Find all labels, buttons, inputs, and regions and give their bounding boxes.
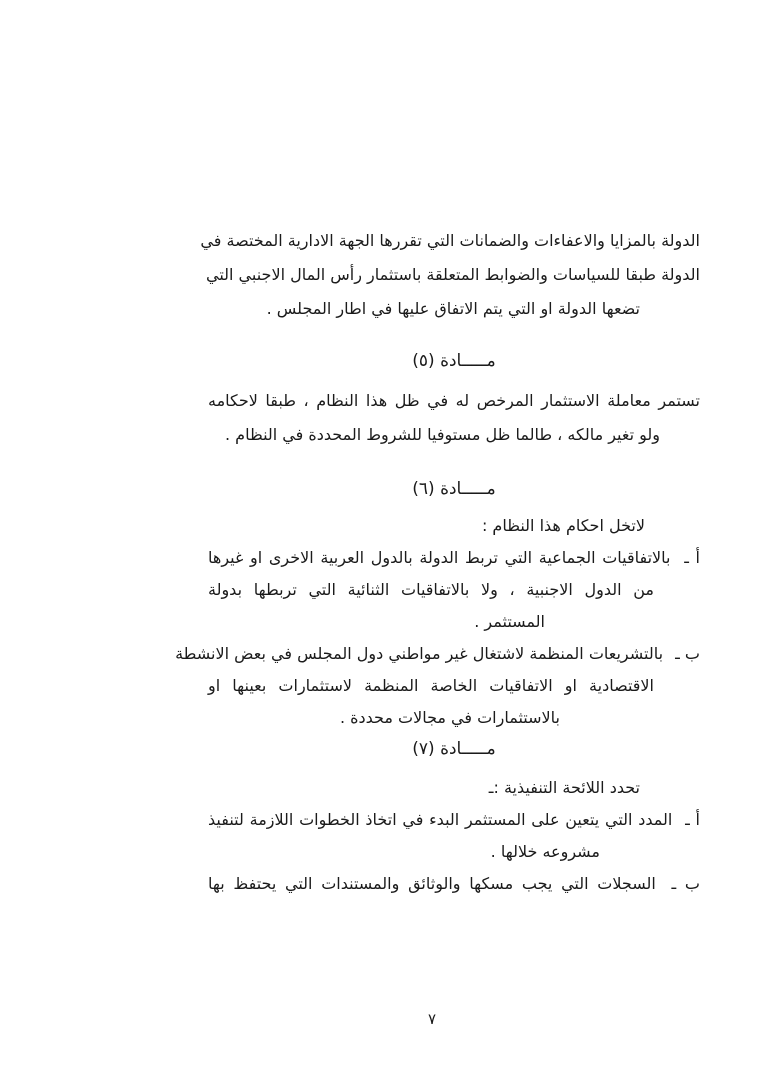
article-6-item-a-line-2: من الدول الاجنبية ، ولا بالاتفاقيات الثنائية التي تربطها بدولة <box>208 580 654 599</box>
page-number: ٧ <box>427 1010 437 1028</box>
article-6-item-a-line-3: المستثمر . <box>474 612 545 631</box>
article-5-heading: مـــــادة (٥) <box>412 351 496 371</box>
article-7-item-b-text: السجلات التي يجب مسكها والوثائق والمستندات التي يحتفظ بها <box>208 874 656 893</box>
article-7-item-b-marker: ب ـ <box>671 874 700 893</box>
article-7-item-a-marker: أ ـ <box>685 810 700 829</box>
article-6-item-b-line-1 <box>175 638 700 670</box>
article-7-item-a-line-2: مشروعه خلالها . <box>490 842 600 861</box>
article-6-item-b-line-2: الاقتصادية او الاتفاقيات الخاصة المنظمة لاستثمارات بعينها او <box>208 676 654 695</box>
article-6-item-a-text: بالاتفاقيات الجماعية التي تربط الدولة بالدول العربية الاخرى او غيرها <box>208 548 671 567</box>
article-6-item-b-line-3: بالاستثمارات في مجالات محددة . <box>339 708 560 727</box>
article-5-line-1: تستمر معاملة الاستثمار المرخص له في ظل هذا النظام ، طبقا لاحكامه <box>208 391 700 410</box>
article-7-item-a-text: المدد التي يتعين على المستثمر البدء في اتخاذ الخطوات اللازمة لتنفيذ <box>208 810 673 829</box>
article-6-heading: مـــــادة (٦) <box>412 479 496 499</box>
article-5-line-2: ولو تغير مالكه ، طالما ظل مستوفيا للشروط المحددة في النظام . <box>224 425 660 444</box>
article-6-item-a-marker: أ ـ <box>684 548 701 567</box>
article-7-heading: مـــــادة (٧) <box>412 739 496 759</box>
article-7-item-b-line-1 <box>208 868 700 900</box>
intro-paragraph-line-1: الدولة بالمزايا والاعفاءات والضمانات التي تقررها الجهة الادارية المختصة في <box>200 231 700 250</box>
intro-paragraph-line-2: الدولة طبقا للسياسات والضوابط المتعلقة باستثمار رأس المال الاجنبي التي <box>205 265 700 284</box>
article-6-item-b-text: بالتشريعات المنظمة لاشتغال غير مواطني دول المجلس في بعض الانشطة <box>175 644 664 663</box>
page-text-block <box>175 224 701 900</box>
article-7-intro-line: تحدد اللائحة التنفيذية :ـ <box>488 778 640 797</box>
article-6-item-b-marker: ب ـ <box>675 644 700 663</box>
intro-paragraph-line-3: تضعها الدولة او التي يتم الاتفاق عليها في اطار المجلس . <box>266 299 640 318</box>
article-6-intro-line: لاتخل احكام هذا النظام : <box>481 516 645 535</box>
article-7-item-a-line-1 <box>208 804 700 836</box>
article-6-item-a-line-1 <box>208 542 700 574</box>
